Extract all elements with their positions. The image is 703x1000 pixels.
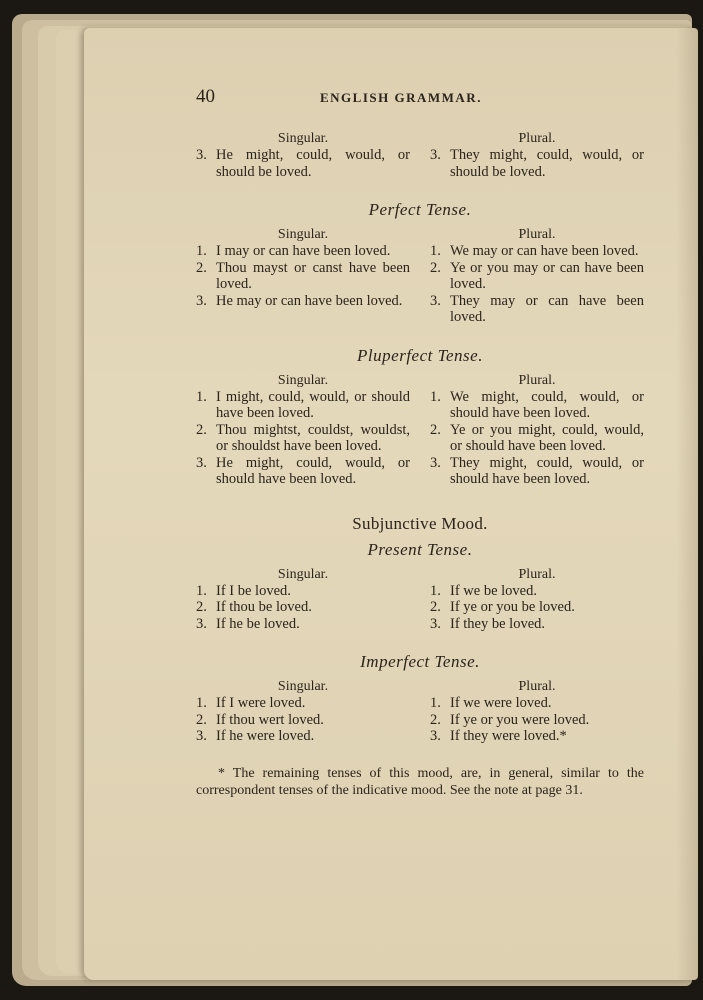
entry-number: 3. — [196, 454, 207, 471]
conjugation-entry — [196, 712, 410, 729]
singular-column — [196, 226, 410, 326]
entry-text: If I be loved. — [216, 582, 291, 599]
entry-number: 2. — [430, 421, 441, 438]
plural-label: Plural. — [518, 679, 556, 694]
plural-column — [430, 678, 644, 745]
entry-number: 3. — [430, 147, 441, 163]
entry-number: 1. — [430, 695, 441, 711]
entry-number: 3. — [430, 454, 441, 471]
entry-text: Ye or you may or can have been loved. — [450, 259, 644, 292]
entry-text: We might, could, would, or should have been loved. — [450, 388, 644, 421]
entry-number: 3. — [196, 615, 207, 632]
entry-number: 3. — [430, 728, 441, 744]
singular-label: Singular. — [277, 131, 329, 146]
entry-text: I might, could, would, or should have been loved. — [216, 388, 410, 421]
entry-text: They might, could, would, or should have been loved. — [450, 454, 644, 487]
entry-number: 3. — [196, 728, 207, 744]
conjugation-entry — [430, 260, 644, 293]
entry-text: They might, could, would, or should be loved. — [450, 147, 644, 180]
entry-text: If thou wert loved. — [216, 711, 324, 728]
singular-label: Singular. — [277, 679, 329, 694]
entry-text: If they were loved.* — [450, 728, 567, 744]
entry-number: 1. — [196, 695, 207, 711]
entry-text: I may or can have been loved. — [216, 243, 391, 259]
entry-number: 2. — [196, 259, 207, 276]
conjugation-entry — [196, 455, 410, 488]
entry-text: If they be loved. — [450, 615, 546, 632]
singular-label: Singular. — [277, 566, 329, 582]
tense-heading: Pluperfect Tense. — [357, 345, 483, 365]
entry-text: If ye or you be loved. — [450, 599, 575, 615]
singular-label: Singular. — [277, 227, 329, 242]
conjugation-entry — [430, 728, 644, 745]
conjugation-entry — [430, 695, 644, 712]
footnote: * The remaining tenses of this mood, are, in general, similar to the correspondent tenses of the indicative mood. See the note at page 31. — [196, 765, 644, 798]
entry-text: If we were loved. — [450, 695, 552, 711]
conjugation-entry — [196, 260, 410, 293]
entry-text: If I were loved. — [216, 695, 306, 711]
conjugation-entry — [196, 695, 410, 712]
conjugation-entry — [196, 147, 410, 180]
entry-number: 2. — [430, 259, 441, 276]
conjugation-entry — [430, 243, 644, 260]
entry-number: 1. — [196, 388, 207, 405]
conjugation-entry — [196, 293, 410, 310]
entry-text: If he be loved. — [216, 615, 300, 632]
tense-heading: Perfect Tense. — [368, 200, 472, 219]
plural-column — [430, 226, 644, 326]
entry-number: 2. — [196, 711, 207, 728]
entry-text: We may or can have been loved. — [450, 243, 639, 259]
page-content — [196, 86, 644, 799]
plural-label: Plural. — [518, 566, 556, 582]
entry-number: 1. — [196, 582, 207, 599]
conjugation-entry — [430, 293, 644, 326]
entry-text: If thou be loved. — [216, 599, 312, 615]
entry-text: If he were loved. — [216, 728, 315, 744]
conjugation-entry — [430, 616, 644, 633]
conjugation-entry — [430, 583, 644, 600]
entry-text: If ye or you were loved. — [450, 711, 590, 728]
plural-label: Plural. — [518, 131, 556, 146]
entry-number: 3. — [196, 292, 207, 309]
entry-text: If we be loved. — [450, 582, 537, 599]
entry-number: 1. — [430, 388, 441, 405]
plural-column — [430, 566, 644, 633]
tense-section — [196, 346, 644, 488]
conjugation-columns — [196, 678, 644, 745]
mood-heading: Subjunctive Mood. — [352, 513, 488, 533]
entry-number: 3. — [430, 292, 441, 309]
conjugation-entry — [196, 583, 410, 600]
entry-number: 2. — [430, 599, 441, 615]
tense-heading: Present Tense. — [367, 539, 473, 559]
entry-text: Thou mayst or canst have been loved. — [216, 259, 410, 292]
singular-column — [196, 566, 410, 633]
singular-column — [196, 130, 410, 180]
conjugation-body — [196, 130, 644, 745]
conjugation-entry — [430, 147, 644, 180]
entry-number: 2. — [430, 711, 441, 728]
conjugation-entry — [430, 455, 644, 488]
tense-section — [196, 540, 644, 633]
entry-number: 1. — [430, 243, 441, 259]
conjugation-entry — [196, 422, 410, 455]
conjugation-columns — [196, 226, 644, 326]
running-title: ENGLISH GRAMMAR. — [320, 90, 482, 105]
conjugation-columns — [196, 130, 644, 180]
entry-text: He might, could, would, or should have been loved. — [216, 454, 410, 487]
plural-column — [430, 372, 644, 488]
conjugation-entry — [430, 599, 644, 616]
conjugation-entry — [430, 422, 644, 455]
entry-text: Thou mightst, couldst, wouldst, or shouldst have been loved. — [216, 421, 410, 454]
conjugation-columns — [196, 372, 644, 488]
entry-text: Ye or you might, could, would, or should have been loved. — [450, 421, 644, 454]
conjugation-entry — [196, 243, 410, 260]
tense-heading: Imperfect Tense. — [360, 652, 480, 671]
running-head — [196, 86, 644, 112]
tense-section — [196, 200, 644, 326]
tense-section — [196, 130, 644, 180]
page-number: 40 — [196, 86, 215, 107]
conjugation-entry — [196, 599, 410, 616]
tense-section — [196, 652, 644, 745]
conjugation-entry — [196, 389, 410, 422]
plural-column — [430, 130, 644, 180]
singular-label: Singular. — [277, 372, 329, 388]
conjugation-entry — [430, 389, 644, 422]
entry-number: 3. — [430, 615, 441, 632]
conjugation-columns — [196, 566, 644, 633]
singular-column — [196, 678, 410, 745]
entry-number: 2. — [196, 599, 207, 615]
entry-text: They may or can have been loved. — [450, 292, 644, 325]
conjugation-entry — [430, 712, 644, 729]
entry-text: He might, could, would, or should be loved. — [216, 147, 410, 180]
entry-number: 1. — [430, 582, 441, 599]
entry-number: 1. — [196, 243, 207, 259]
plural-label: Plural. — [518, 372, 556, 388]
entry-number: 3. — [196, 147, 207, 163]
plural-label: Plural. — [518, 227, 556, 242]
conjugation-entry — [196, 616, 410, 633]
page-gutter — [676, 28, 698, 980]
conjugation-entry — [196, 728, 410, 745]
singular-column — [196, 372, 410, 488]
entry-text: He may or can have been loved. — [216, 292, 403, 309]
entry-number: 2. — [196, 421, 207, 438]
